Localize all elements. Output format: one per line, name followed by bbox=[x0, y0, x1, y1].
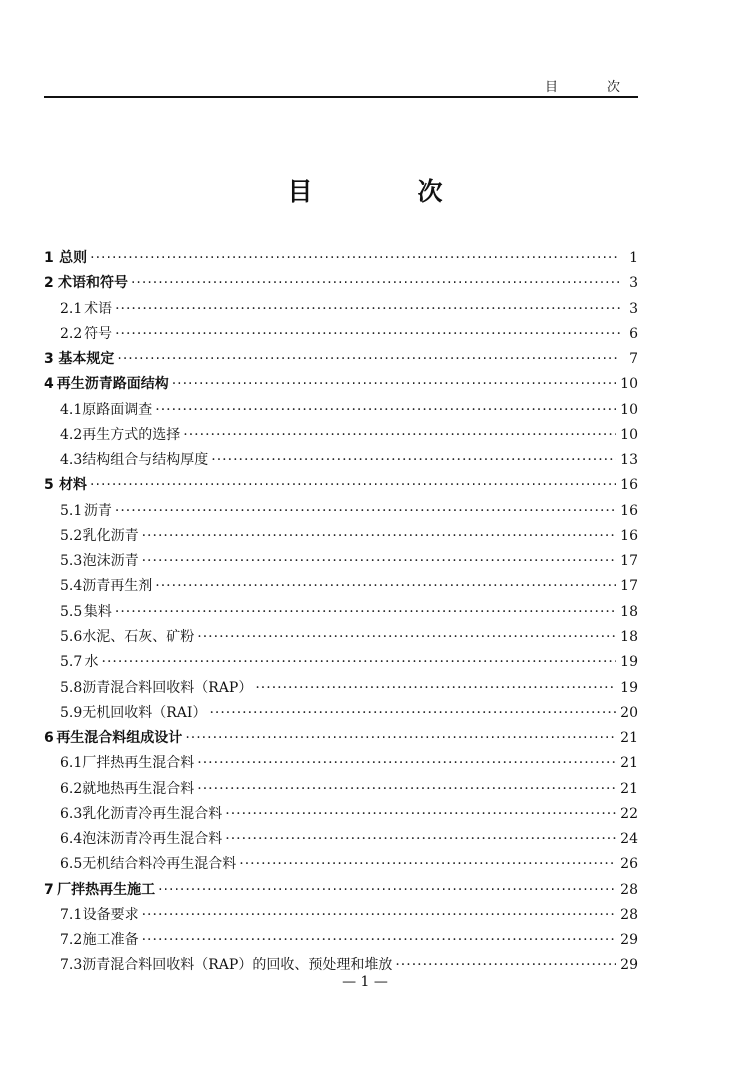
dot-leader bbox=[142, 903, 617, 928]
dot-leader bbox=[197, 625, 616, 650]
table-of-contents bbox=[44, 246, 638, 979]
toc-entry-page: 24 bbox=[620, 831, 638, 848]
toc-entry-number: 5.2 bbox=[60, 527, 83, 544]
toc-entry-label: 就地热再生混合料 bbox=[82, 780, 195, 797]
toc-entry-page: 28 bbox=[620, 881, 638, 898]
toc-entry[interactable] bbox=[44, 701, 638, 726]
dot-leader bbox=[239, 852, 616, 877]
toc-entry-label: 泡沫沥青冷再生混合料 bbox=[82, 831, 223, 848]
toc-entry-number: 2.2 bbox=[60, 325, 83, 342]
toc-entry-number: 7.2 bbox=[60, 932, 83, 949]
toc-entry-page: 26 bbox=[620, 856, 638, 873]
toc-entry-label: 再生混合料组成设计 bbox=[56, 730, 183, 747]
dot-leader bbox=[131, 271, 620, 296]
toc-entry-number: 3 bbox=[44, 351, 54, 368]
toc-entry-label: 厂拌热再生混合料 bbox=[82, 755, 195, 772]
toc-entry-label: 无机结合料冷再生混合料 bbox=[82, 856, 237, 873]
toc-entry-number: 5.4 bbox=[60, 578, 83, 595]
dot-leader bbox=[197, 751, 616, 776]
toc-entry[interactable] bbox=[44, 499, 638, 524]
toc-entry-label: 沥青 bbox=[83, 502, 112, 519]
toc-entry-page: 21 bbox=[620, 755, 638, 772]
toc-entry-number: 6.4 bbox=[60, 831, 83, 848]
toc-entry-label: 术语和符号 bbox=[57, 275, 128, 292]
running-header-title: 目 次 bbox=[544, 80, 638, 95]
toc-entry[interactable] bbox=[44, 827, 638, 852]
toc-entry-page: 16 bbox=[620, 477, 638, 494]
toc-entry-label: 结构组合与结构厚度 bbox=[82, 452, 209, 469]
toc-entry[interactable] bbox=[44, 574, 638, 599]
toc-entry-number: 4 bbox=[44, 376, 54, 393]
dot-leader bbox=[115, 297, 620, 322]
toc-entry[interactable] bbox=[44, 726, 638, 751]
toc-entry[interactable] bbox=[44, 650, 638, 675]
toc-entry-number: 6.2 bbox=[60, 780, 83, 797]
toc-entry-label: 设备要求 bbox=[82, 906, 139, 923]
toc-entry-page: 20 bbox=[620, 704, 638, 721]
toc-entry[interactable] bbox=[44, 676, 638, 701]
page-number: — 1 — bbox=[342, 974, 388, 990]
toc-entry-page: 10 bbox=[620, 426, 638, 443]
toc-entry-label: 乳化沥青 bbox=[82, 527, 139, 544]
toc-entry-number: 7.1 bbox=[60, 906, 83, 923]
toc-entry-page: 1 bbox=[629, 250, 638, 266]
toc-entry-number: 7 bbox=[44, 881, 54, 898]
toc-entry-number: 6.1 bbox=[60, 755, 83, 772]
toc-entry-page: 16 bbox=[620, 527, 638, 544]
toc-entry-label: 再生沥青路面结构 bbox=[56, 376, 169, 393]
toc-entry-page: 18 bbox=[620, 603, 638, 620]
toc-entry-label: 集料 bbox=[83, 603, 112, 620]
toc-entry-number: 2.1 bbox=[60, 300, 83, 317]
toc-entry-page: 10 bbox=[620, 401, 638, 418]
toc-entry-label: 泡沫沥青 bbox=[82, 553, 139, 570]
toc-entry[interactable] bbox=[44, 802, 638, 827]
toc-entry-label: 沥青混合料回收料（RAP）的回收、预处理和堆放 bbox=[82, 957, 393, 974]
toc-entry[interactable] bbox=[44, 423, 638, 448]
dot-leader bbox=[211, 448, 616, 473]
dot-leader bbox=[142, 524, 617, 549]
toc-entry-page: 17 bbox=[620, 578, 638, 595]
toc-entry-number: 4.2 bbox=[60, 426, 83, 443]
dot-leader bbox=[117, 347, 620, 372]
toc-entry-page: 3 bbox=[629, 275, 638, 292]
toc-entry[interactable] bbox=[44, 600, 638, 625]
toc-entry-number: 5 bbox=[44, 477, 54, 494]
toc-entry-label: 术语 bbox=[84, 300, 113, 317]
toc-entry-number: 2 bbox=[44, 275, 54, 292]
toc-entry-label: 基本规定 bbox=[58, 351, 115, 368]
dot-leader bbox=[115, 322, 620, 347]
dot-leader bbox=[158, 878, 616, 903]
toc-entry[interactable] bbox=[44, 549, 638, 574]
toc-entry-page: 21 bbox=[620, 780, 638, 797]
toc-entry[interactable] bbox=[44, 473, 638, 498]
toc-entry-label: 沥青混合料回收料（RAP） bbox=[82, 679, 253, 696]
dot-leader bbox=[255, 676, 616, 701]
toc-entry-page: 22 bbox=[620, 805, 638, 822]
toc-entry-page: 18 bbox=[620, 628, 638, 645]
toc-entry-number: 5.3 bbox=[60, 553, 83, 570]
toc-entry-page: 6 bbox=[629, 325, 638, 342]
toc-entry-page: 28 bbox=[620, 906, 638, 923]
toc-entry-label: 沥青再生剂 bbox=[82, 578, 153, 595]
toc-entry-number: 6.5 bbox=[60, 856, 83, 873]
toc-entry-number: 5.5 bbox=[60, 603, 83, 620]
page-title: 目 次 bbox=[287, 177, 483, 206]
dot-leader bbox=[142, 549, 617, 574]
toc-entry-page: 16 bbox=[620, 502, 638, 519]
toc-entry-page: 17 bbox=[620, 553, 638, 570]
toc-entry-number: 5.1 bbox=[60, 502, 83, 519]
toc-entry-number: 6 bbox=[44, 730, 54, 747]
toc-entry-label: 水泥、石灰、矿粉 bbox=[82, 628, 195, 645]
toc-entry-label: 材料 bbox=[59, 477, 88, 494]
toc-entry[interactable] bbox=[44, 271, 638, 296]
toc-entry-page: 21 bbox=[620, 730, 638, 747]
dot-leader bbox=[225, 827, 616, 852]
toc-entry-page: 13 bbox=[620, 452, 638, 469]
toc-entry-label: 无机回收料（RAI） bbox=[82, 704, 207, 721]
dot-leader bbox=[183, 423, 616, 448]
toc-entry-number: 5.9 bbox=[60, 704, 83, 721]
dot-leader bbox=[115, 600, 616, 625]
toc-entry[interactable] bbox=[44, 751, 638, 776]
toc-entry-number: 6.3 bbox=[60, 805, 83, 822]
toc-entry[interactable] bbox=[44, 878, 638, 903]
dot-leader bbox=[225, 802, 616, 827]
toc-entry-number: 7.3 bbox=[60, 957, 83, 974]
toc-entry-number: 5.6 bbox=[60, 628, 83, 645]
toc-entry[interactable] bbox=[44, 852, 638, 877]
toc-entry-page: 19 bbox=[620, 679, 638, 696]
dot-leader bbox=[209, 701, 616, 726]
dot-leader bbox=[102, 650, 617, 675]
toc-entry-label: 符号 bbox=[84, 325, 113, 342]
toc-entry[interactable] bbox=[44, 246, 638, 271]
dot-leader bbox=[155, 574, 616, 599]
toc-entry-number: 5.7 bbox=[60, 654, 83, 671]
toc-entry[interactable] bbox=[44, 928, 638, 953]
dot-leader bbox=[115, 499, 616, 524]
toc-entry-label: 厂拌热再生施工 bbox=[57, 881, 156, 898]
dot-leader bbox=[185, 726, 616, 751]
toc-entry-page: 10 bbox=[620, 376, 638, 393]
toc-entry[interactable] bbox=[44, 903, 638, 928]
dot-leader bbox=[155, 398, 616, 423]
toc-entry-label: 水 bbox=[84, 654, 99, 671]
dot-leader bbox=[197, 777, 616, 802]
toc-entry-label: 总则 bbox=[59, 250, 88, 266]
toc-entry-page: 3 bbox=[629, 300, 638, 317]
toc-entry[interactable] bbox=[44, 322, 638, 347]
toc-entry-label: 原路面调查 bbox=[82, 401, 153, 418]
header-rule bbox=[44, 96, 638, 98]
toc-entry-page: 29 bbox=[620, 957, 638, 974]
toc-entry[interactable] bbox=[44, 398, 638, 423]
toc-entry-label: 再生方式的选择 bbox=[82, 426, 181, 443]
toc-entry[interactable] bbox=[44, 777, 638, 802]
toc-entry[interactable] bbox=[44, 347, 638, 372]
dot-leader bbox=[90, 473, 616, 498]
dot-leader bbox=[90, 246, 620, 271]
toc-entry-number: 4.3 bbox=[60, 452, 83, 469]
toc-entry-label: 乳化沥青冷再生混合料 bbox=[82, 805, 223, 822]
toc-entry-label: 施工准备 bbox=[82, 932, 139, 949]
dot-leader bbox=[172, 372, 616, 397]
toc-entry[interactable] bbox=[44, 625, 638, 650]
toc-entry-page: 19 bbox=[620, 654, 638, 671]
toc-entry-number: 1 bbox=[44, 250, 54, 266]
toc-entry-page: 7 bbox=[629, 351, 638, 368]
dot-leader bbox=[142, 928, 617, 953]
toc-entry[interactable] bbox=[44, 297, 638, 322]
toc-entry-page: 29 bbox=[620, 932, 638, 949]
toc-entry[interactable] bbox=[44, 372, 638, 397]
toc-entry-number: 4.1 bbox=[60, 401, 83, 418]
toc-entry-number: 5.8 bbox=[60, 679, 83, 696]
toc-entry[interactable] bbox=[44, 448, 638, 473]
toc-entry[interactable] bbox=[44, 524, 638, 549]
